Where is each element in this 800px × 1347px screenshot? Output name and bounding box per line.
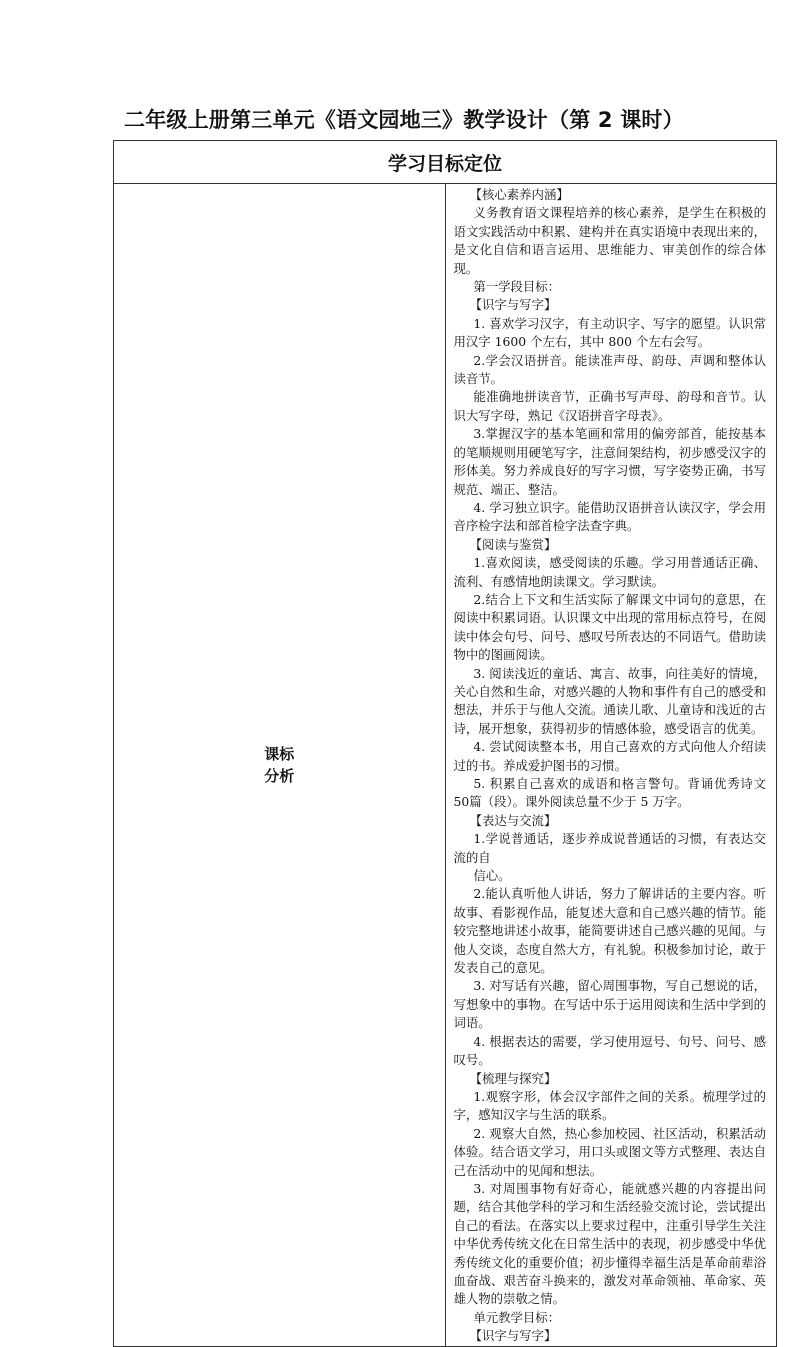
paragraph: 义务教育语文课程培养的核心素养，是学生在积极的语文实践活动中积累、建构并在真实语境中表现出来的，是文化自信和语言运用、思维能力、审美创作的综合体现。 <box>453 205 766 276</box>
paragraph: 1.喜欢阅读，感受阅读的乐趣。学习用普通话正确、流利、有感情地朗读课文。学习默读。 <box>453 555 766 589</box>
paragraph: 3. 对周围事物有好奇心，能就感兴趣的内容提出问题，结合其他学科的学习和生活经验交流讨论，尝试提出自己的看法。在落实以上要求过程中，注重引导学生关注中华优秀传统文化在日常生活中的表现，初步感受中华优秀传统文化的重要价值；初步懂得幸福生活是革命前辈浴血奋战、艰苦奋斗换来的，激发对革命领袖、革命家、英雄人物的崇敬之情。 <box>453 1180 766 1307</box>
paragraph: 1. 喜欢学习汉字，有主动识字、写字的愿望。认识常用汉字 1600 个左右，其中 800 个左右会写。 <box>453 315 766 350</box>
paragraph: 信心。 <box>473 868 511 884</box>
section-heading: 【识字与写字】 <box>469 1328 557 1344</box>
paragraph: 3. 对写话有兴趣，留心周围事物，写自己想说的话，写想象中的事物。在写话中乐于运用阅读和生活中学到的词语。 <box>453 978 766 1031</box>
section-heading: 【梳理与探究】 <box>469 1070 557 1086</box>
lesson-design-table <box>113 140 777 1347</box>
standard-analysis-row <box>114 184 777 1347</box>
paragraph: 单元教学目标： <box>473 1309 561 1325</box>
section-heading: 【识字与写字】 <box>469 297 557 313</box>
paragraph: 1.观察字形，体会汉字部件之间的关系。梳理学过的字，感知汉字与生活的联系。 <box>453 1088 766 1123</box>
paragraph: 2.结合上下文和生活实际了解课文中词句的意思，在阅读中积累词语。认识课文中出现的常用标点符号，在阅读中体会句号、问号、感叹号所表达的不同语气。借助读物中的图画阅读。 <box>453 591 766 663</box>
row-label <box>114 184 446 1347</box>
paragraph: 能准确地拼读音节，正确书写声母、韵母和音节。认识大写字母，熟记《汉语拼音字母表》。 <box>453 389 766 423</box>
paragraph: 2.学会汉语拼音。能读准声母、韵母、声调和整体认读音节。 <box>453 352 766 387</box>
paragraph: 3. 阅读浅近的童话、寓言、故事，向往美好的情境，关心自然和生命，对感兴趣的人物和事件有自己的感受和想法，并乐于与他人交流。通读儿歌、儿童诗和浅近的古诗，展开想象，获得初步的情感体验，感受语言的优美。 <box>453 665 766 736</box>
section-heading: 【核心素养内涵】 <box>469 187 569 202</box>
row-label-line2: 分析 <box>264 766 295 785</box>
paragraph: 4. 尝试阅读整本书，用自己喜欢的方式向他人介绍读过的书。养成爱护图书的习惯。 <box>453 739 766 773</box>
paragraph: 第一学段目标： <box>473 279 561 295</box>
paragraph: 4. 学习独立识字。能借助汉语拼音认读汉字，学会用音序检字法和部首检字法查字典。 <box>453 499 766 534</box>
standard-analysis-content <box>445 184 777 1347</box>
paragraph: 3.掌握汉字的基本笔画和常用的偏旁部首，能按基本的笔顺规则用硬笔写字，注意间架结构，初步感受汉字的形体美。努力养成良好的写字习惯，写字姿势正确，书写规范、端正、整洁。 <box>453 426 766 497</box>
paragraph: 5. 积累自己喜欢的成语和格言警句。背诵优秀诗文 50篇（段）。课外阅读总量不少于 5 万字。 <box>453 776 766 810</box>
paragraph: 2.能认真听他人讲话，努力了解讲话的主要内容。听故事、看影视作品，能复述大意和自己感兴趣的情节。能较完整地讲述小故事，能简要讲述自己感兴趣的见闻。与他人交谈，态度自然大方，有礼貌。积极参加讨论，敢于发表自己的意见。 <box>453 886 766 976</box>
paragraph: 4. 根据表达的需要，学习使用逗号、句号、问号、感叹号。 <box>453 1033 766 1068</box>
paragraph: 1.学说普通话，逐步养成说普通话的习惯，有表达交流的自 <box>453 831 766 865</box>
header-row <box>114 141 777 184</box>
section-heading: 【表达与交流】 <box>469 812 557 828</box>
section-heading: 【阅读与鉴赏】 <box>469 536 557 552</box>
document-title: 二年级上册第三单元《语文园地三》教学设计（第 2 课时） <box>124 108 684 132</box>
row-label-line1: 课标 <box>264 744 295 763</box>
paragraph: 2. 观察大自然，热心参加校园、社区活动，积累活动体验。结合语文学习，用口头或图文等方式整理、表达自己在活动中的见闻和想法。 <box>453 1125 766 1178</box>
table-header: 学习目标定位 <box>114 141 777 184</box>
